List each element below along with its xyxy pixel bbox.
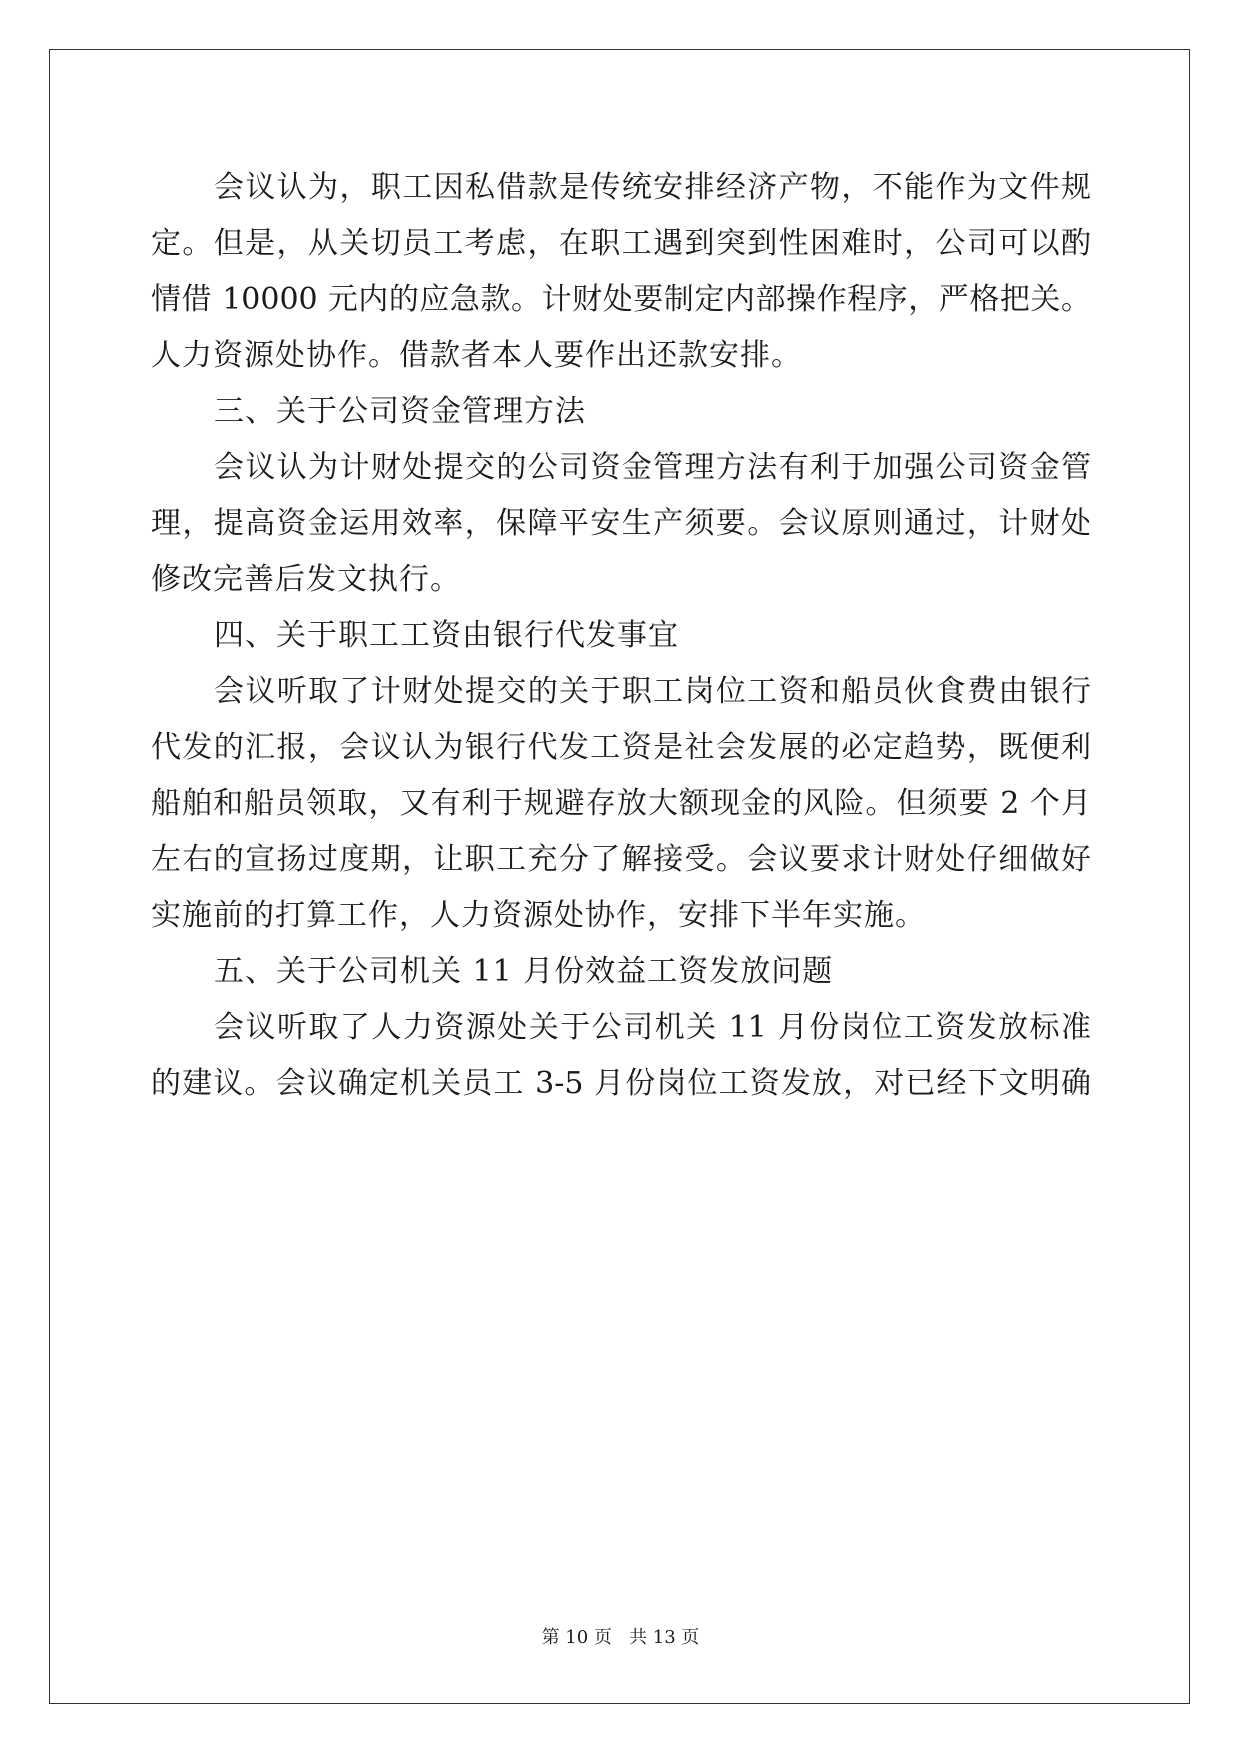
- page-number-footer: 第 10 页 共 13 页: [541, 1627, 700, 1648]
- paragraph-line: 会议认为计财处提交的公司资金管理方法有利于加强公司资金管: [214, 450, 1091, 485]
- paragraph-line: 定。但是，从关切员工考虑，在职工遇到突到性困难时，公司可以酌: [151, 226, 1091, 261]
- paragraph-line: 人力资源处协作。借款者本人要作出还款安排。: [151, 338, 802, 373]
- paragraph-line: 修改完善后发文执行。: [151, 562, 461, 597]
- paragraph-line: 的建议。会议确定机关员工 3-5 月份岗位工资发放，对已经下文明确: [151, 1066, 1091, 1101]
- paragraph-line: 会议认为，职工因私借款是传统安排经济产物，不能作为文件规: [214, 170, 1091, 205]
- paragraph-line: 会议听取了计财处提交的关于职工岗位工资和船员伙食费由银行: [214, 674, 1091, 709]
- paragraph-line: 左右的宣扬过度期，让职工充分了解接受。会议要求计财处仔细做好: [151, 842, 1091, 877]
- paragraph-line: 实施前的打算工作，人力资源处协作，安排下半年实施。: [151, 898, 926, 933]
- paragraph-line: 船舶和船员领取，又有利于规避存放大额现金的风险。但须要 2 个月: [151, 786, 1091, 821]
- section-heading: 三、关于公司资金管理方法: [214, 394, 586, 429]
- section-heading: 五、关于公司机关 11 月份效益工资发放问题: [214, 954, 834, 989]
- paragraph-line: 理，提高资金运用效率，保障平安生产须要。会议原则通过，计财处: [151, 506, 1091, 541]
- section-heading: 四、关于职工工资由银行代发事宜: [214, 618, 679, 653]
- paragraph-line: 代发的汇报，会议认为银行代发工资是社会发展的必定趋势，既便利: [151, 730, 1091, 765]
- paragraph-line: 情借 10000 元内的应急款。计财处要制定内部操作程序，严格把关。: [151, 282, 1091, 317]
- paragraph-line: 会议听取了人力资源处关于公司机关 11 月份岗位工资发放标准: [214, 1010, 1091, 1045]
